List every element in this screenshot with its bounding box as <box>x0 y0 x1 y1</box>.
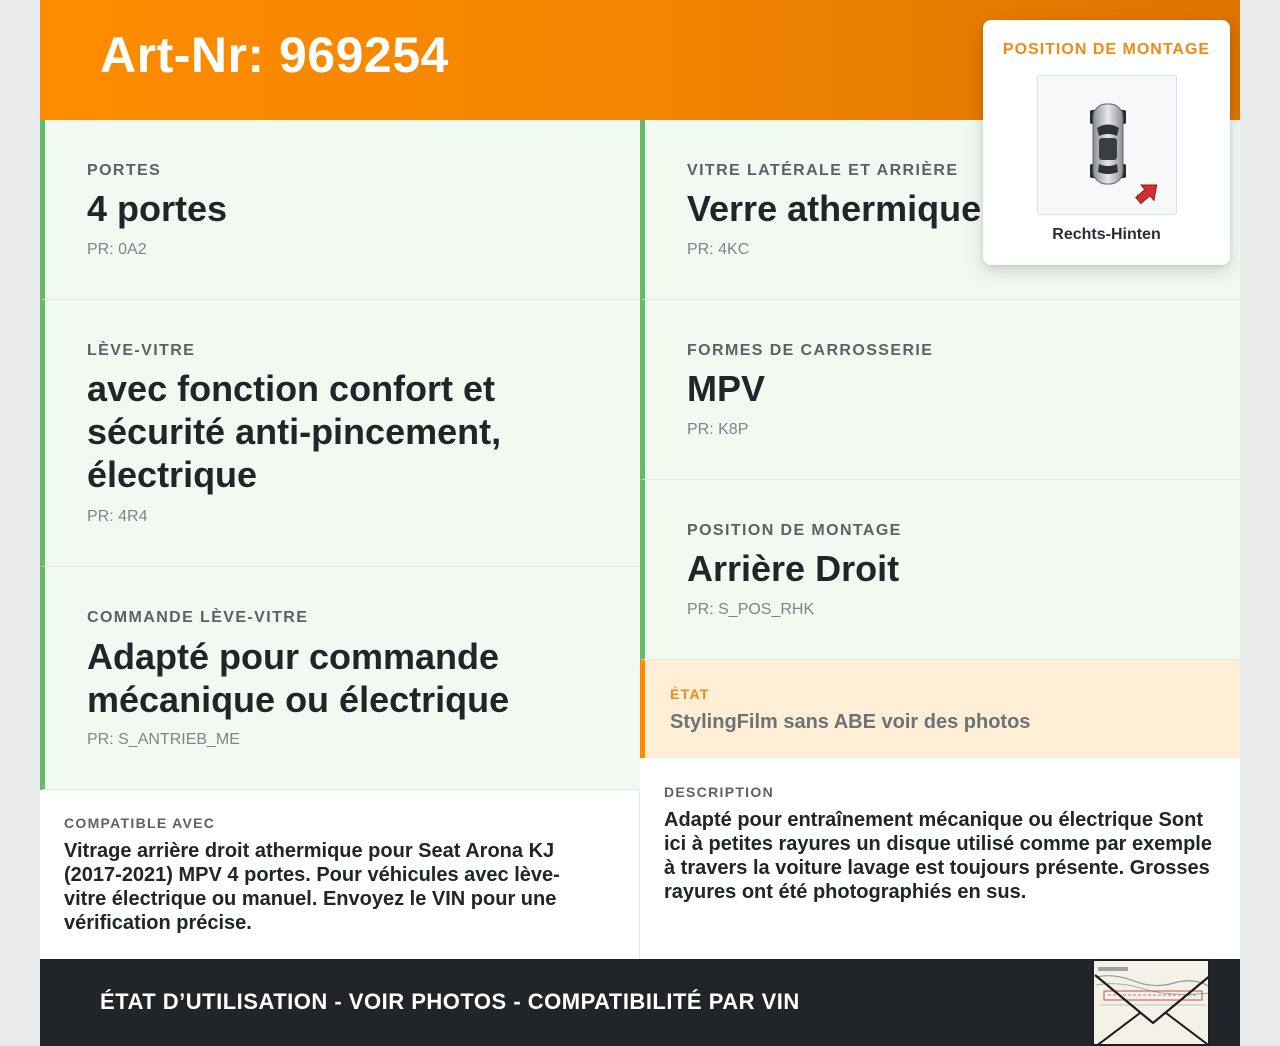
compatible-section <box>40 790 639 959</box>
description-label: DESCRIPTION <box>664 784 774 800</box>
card-pr-code: PR: K8P <box>687 421 749 438</box>
text-line: rayures ont été photographiés en sus. <box>664 881 1027 903</box>
text-line: (2017-2021) MPV 4 portes. Pour véhicules avec lève- <box>64 864 560 886</box>
text-line: vitre électrique ou manuel. Envoyez le VIN pour une <box>64 888 557 910</box>
vehicle-document-thumbnail[interactable] <box>1092 959 1210 1046</box>
document-envelope-icon <box>1094 961 1210 1046</box>
condition-label: ÉTAT <box>670 686 710 702</box>
card-pr-code: PR: 4KC <box>687 241 750 258</box>
article-number: Art-Nr: 969254 <box>100 27 449 83</box>
card-value: MPV <box>687 368 766 409</box>
card-value-line: mécanique ou électrique <box>87 679 510 720</box>
card-label: VITRE LATÉRALE ET ARRIÈRE <box>687 162 959 179</box>
card-window-regulator <box>40 300 640 567</box>
card-value <box>87 635 509 721</box>
card-value: 4 portes <box>87 188 228 229</box>
text-line: Adapté pour entraînement mécanique ou électrique Sont <box>664 809 1203 831</box>
condition-text: StylingFilm sans ABE voir des photos <box>670 711 1031 733</box>
description-text <box>664 808 1212 904</box>
footer-bar <box>40 959 1240 1046</box>
text-line: Vitrage arrière droit athermique pour Seat Arona KJ <box>64 840 555 862</box>
text-line: vérification précise. <box>64 912 252 934</box>
card-doors <box>40 120 640 300</box>
card-value-line: avec fonction confort et <box>87 368 496 409</box>
product-sheet <box>40 0 1240 1046</box>
car-top-view-icon <box>1038 76 1178 216</box>
compatible-label: COMPATIBLE AVEC <box>64 815 216 831</box>
footer-text: ÉTAT D’UTILISATION - VOIR PHOTOS - COMPATIBILITÉ PAR VIN <box>100 989 800 1014</box>
card-pr-code: PR: S_POS_RHK <box>687 601 815 618</box>
card-label: POSITION DE MONTAGE <box>687 522 902 539</box>
text-line: ici à petites rayures un disque utilisé comme par exemple <box>664 833 1212 855</box>
card-value <box>87 367 501 496</box>
text-line: à travers la voiture lavage est toujours présente. Grosses <box>664 857 1210 879</box>
compatible-text <box>64 839 560 935</box>
popup-caption: Rechts-Hinten <box>1052 226 1161 243</box>
card-label: FORMES DE CARROSSERIE <box>687 342 934 359</box>
card-regulator-control <box>40 567 640 790</box>
card-value-line: sécurité anti-pincement, <box>87 411 502 452</box>
condition-box <box>640 660 1240 758</box>
card-mounting-position <box>640 480 1240 660</box>
card-label: LÈVE-VITRE <box>87 342 196 359</box>
card-value-line: Adapté pour commande <box>87 636 500 677</box>
card-label: PORTES <box>87 162 162 179</box>
card-label: COMMANDE LÈVE-VITRE <box>87 609 309 626</box>
card-value-line: électrique <box>87 454 258 495</box>
popup-title: POSITION DE MONTAGE <box>1002 41 1211 58</box>
car-position-image <box>1037 75 1177 215</box>
card-pr-code: PR: S_ANTRIEB_ME <box>87 731 240 748</box>
card-pr-code: PR: 0A2 <box>87 241 147 258</box>
card-value: Verre athermique <box>687 188 982 229</box>
description-section <box>640 758 1240 959</box>
card-value: Arrière Droit <box>687 548 900 589</box>
mounting-position-popup <box>983 20 1230 265</box>
card-body-shape <box>640 300 1240 480</box>
card-pr-code: PR: 4R4 <box>87 508 148 525</box>
